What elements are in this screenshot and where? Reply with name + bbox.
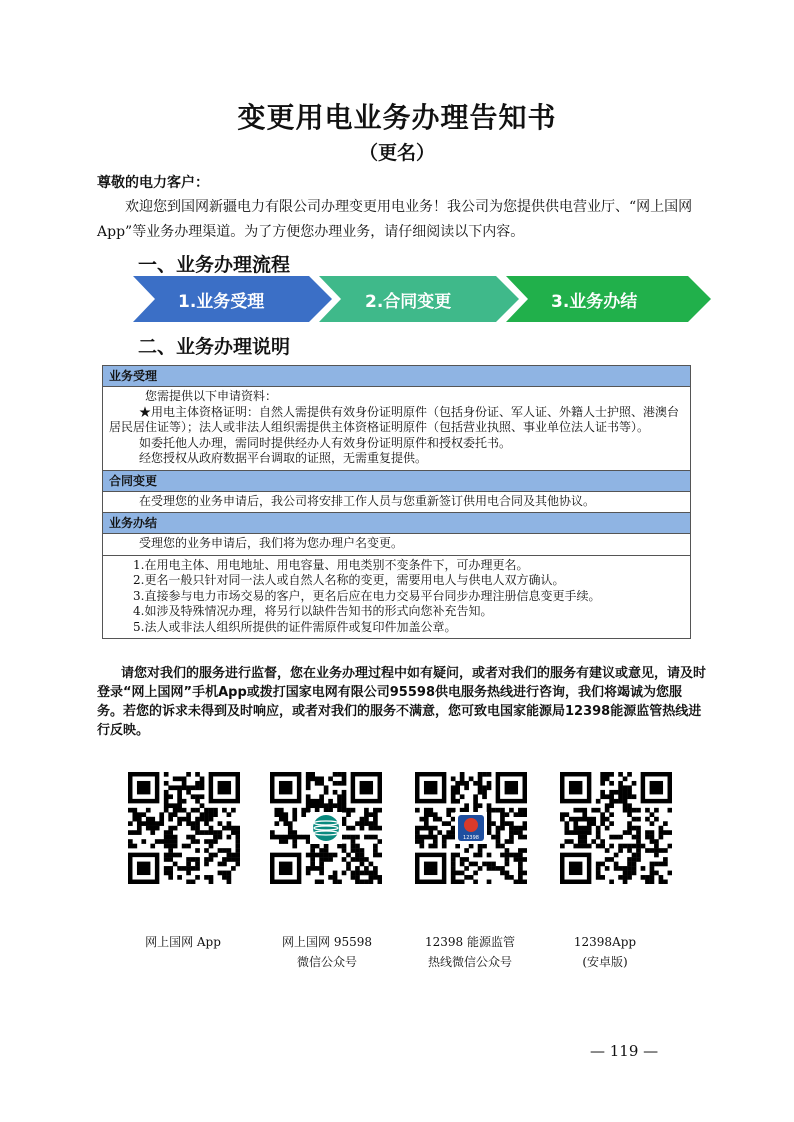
finish-note: 5.法人或非法人组织所提供的证件需原件或复印件加盖公章。 <box>133 619 457 634</box>
finish-line-1: 受理您的业务申请后，我们将为您办理户名变更。 <box>139 536 404 550</box>
table-section-header-accept: 业务受理 <box>103 366 690 387</box>
step-label-accept: 1.业务受理 <box>178 292 265 312</box>
accept-line-2: ★用电主体资格证明：自然人需提供有效身份证明原件（包括身份证、军人证、外籍人士护照、港澳台居民居住证等）；法人或非法人组织需提供主体资格证明原件（包括营业执照、事业单位法人证书等）。 <box>109 404 680 434</box>
page-title: 变更用电业务办理告知书 <box>237 101 557 134</box>
table-section-header-finish: 业务办结 <box>103 513 690 534</box>
supervision-notice: 请您对我们的服务进行监督，您在业务办理过程中如有疑问，或者对我们的服务有建议或意见，请及时登录“网上国网”手机App或拨打国家电网有限公司95598供电服务热线进行咨询，我们将竭诚为您服务。若您的诉求未得到及时响应，或者对我们的服务不满意，您可致电国家能源局12398能源监管热线进行反映。 <box>97 666 707 738</box>
accept-line-3: 如委托他人办理，需同时提供经办人有效身份证明原件和授权委托书。 <box>139 435 512 450</box>
qr-code-12398-wechat[interactable] <box>415 772 527 884</box>
greeting: 尊敬的电力客户： <box>97 175 209 191</box>
finish-note: 1.在用电主体、用电地址、用电容量、用电类别不变条件下，可办理更名。 <box>133 557 529 572</box>
qr-caption-95598-wechat: 网上国网 95598 微信公众号 <box>282 935 372 969</box>
qr-code-12398-app[interactable] <box>560 772 672 884</box>
step-label-finish: 3.业务办结 <box>551 292 638 312</box>
section-heading-instructions: 二、业务办理说明 <box>138 336 291 358</box>
finish-note: 3.直接参与电力市场交易的客户，更名后应在电力交易平台同步办理注册信息变更手续。 <box>133 588 601 603</box>
accept-line-4: 经您授权从政府数据平台调取的证照，无需重复提供。 <box>139 451 428 465</box>
qr-caption-app: 网上国网 App <box>145 935 221 949</box>
instructions-table <box>102 365 691 639</box>
section-heading-process: 一、业务办理流程 <box>138 254 291 276</box>
table-section-notes <box>103 556 690 639</box>
qr-code-app[interactable] <box>128 772 240 884</box>
contract-line-1: 在受理您的业务申请后，我公司将安排工作人员与您重新签订供用电合同及其他协议。 <box>139 493 596 508</box>
step-label-contract: 2.合同变更 <box>365 292 452 312</box>
table-section-body-finish <box>103 534 690 556</box>
finish-note: 2.更名一般只针对同一法人或自然人名称的变更，需要用电人与供电人双方确认。 <box>133 573 565 587</box>
table-section-body-accept <box>103 387 690 471</box>
accept-line-1: 您需提供以下申请资料： <box>145 389 278 403</box>
table-section-body-contract <box>103 492 690 514</box>
qr-caption-12398-wechat: 12398 能源监管 热线微信公众号 <box>425 935 515 969</box>
qr-code-95598-wechat[interactable] <box>270 772 382 884</box>
intro-paragraph: 欢迎您到国网新疆电力有限公司办理变更用电业务！我公司为您提供供电营业厅、“网上国网 App”等业务办理渠道。为了方便您办理业务，请仔细阅读以下内容。 <box>97 199 693 240</box>
page-number: — 119 — <box>590 1042 659 1060</box>
table-section-header-contract: 合同变更 <box>103 471 690 492</box>
sgcc-globe-icon <box>313 815 339 841</box>
page-subtitle: （更名） <box>358 142 435 164</box>
process-flow <box>133 276 711 322</box>
finish-note: 4.如涉及特殊情况办理，将另行以缺件告知书的形式向您补充告知。 <box>133 604 493 618</box>
qr-caption-12398-app: 12398App (安卓版) <box>573 935 637 969</box>
nea-badge-text: 12398 <box>463 835 479 841</box>
